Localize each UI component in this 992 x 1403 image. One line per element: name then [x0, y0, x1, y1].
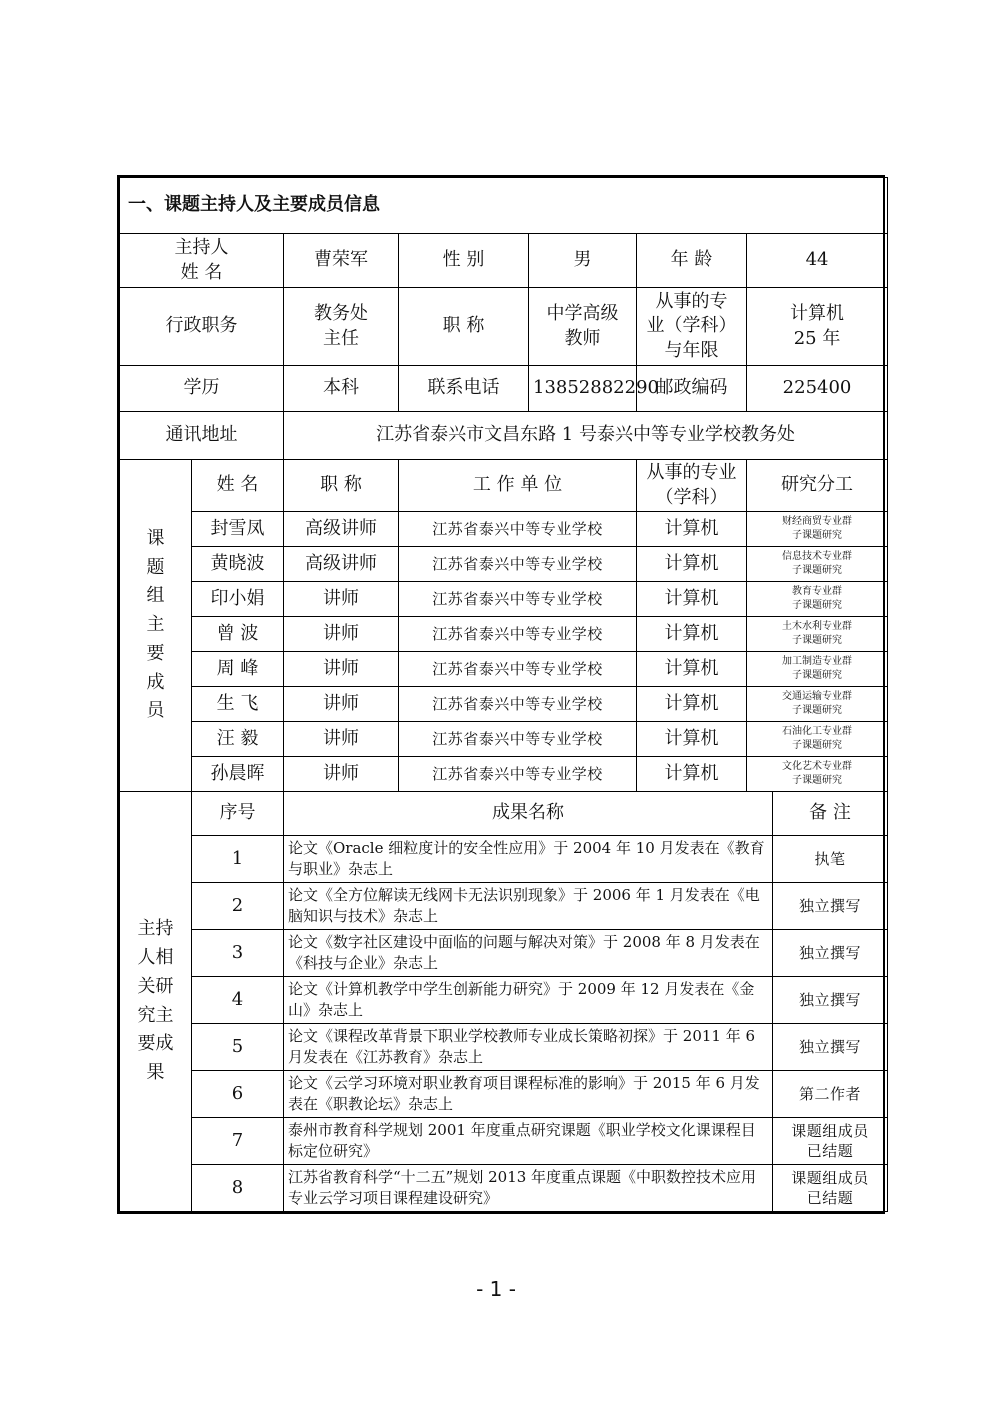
achievement-row	[120, 1024, 888, 1071]
member-row	[120, 617, 888, 652]
member-name: 曾 波	[192, 617, 284, 652]
host-title: 中学高级 教师	[529, 288, 637, 366]
achievements-group-label: 主持 人相 关研 究主 要成 果	[120, 792, 192, 1212]
member-row	[120, 547, 888, 582]
members-header-task: 研究分工	[747, 460, 888, 512]
page-number: - 1 -	[476, 1277, 516, 1301]
achievement-no: 1	[192, 836, 284, 883]
member-major: 计算机	[637, 617, 747, 652]
achievement-no: 2	[192, 883, 284, 930]
host-gender-label: 性 别	[399, 234, 529, 288]
member-unit: 江苏省泰兴中等专业学校	[399, 582, 637, 617]
member-row	[120, 722, 888, 757]
member-major: 计算机	[637, 512, 747, 547]
member-unit: 江苏省泰兴中等专业学校	[399, 722, 637, 757]
achievement-row	[120, 1165, 888, 1212]
member-title: 高级讲师	[284, 512, 399, 547]
host-age-label: 年 龄	[637, 234, 747, 288]
host-address: 江苏省泰兴市文昌东路 1 号泰兴中等专业学校教务处	[284, 412, 888, 460]
member-row	[120, 687, 888, 722]
member-name: 周 峰	[192, 652, 284, 687]
members-header-major: 从事的专业 （学科）	[637, 460, 747, 512]
member-name: 孙晨晖	[192, 757, 284, 792]
achievement-name: 论文《计算机教学中学生创新能力研究》于 2009 年 12 月发表在《金山》杂志上	[284, 977, 773, 1024]
achievement-no: 3	[192, 930, 284, 977]
achievement-name: 论文《Oracle 细粒度计的安全性应用》于 2004 年 10 月发表在《教育与职业》杂志上	[284, 836, 773, 883]
member-title: 讲师	[284, 582, 399, 617]
achievement-note: 独立撰写	[773, 1024, 888, 1071]
achievement-note: 独立撰写	[773, 977, 888, 1024]
achievement-no: 8	[192, 1165, 284, 1212]
member-row	[120, 757, 888, 792]
host-name: 曹荣军	[284, 234, 399, 288]
member-task: 财经商贸专业群 子课题研究	[747, 512, 888, 547]
member-title: 讲师	[284, 617, 399, 652]
achievements-header-note: 备 注	[773, 792, 888, 836]
achievement-row	[120, 930, 888, 977]
member-name: 印小娟	[192, 582, 284, 617]
achievement-name: 泰州市教育科学规划 2001 年度重点研究课题《职业学校文化课课程目标定位研究》	[284, 1118, 773, 1165]
member-unit: 江苏省泰兴中等专业学校	[399, 617, 637, 652]
host-name-label: 主持人 姓 名	[120, 234, 284, 288]
member-unit: 江苏省泰兴中等专业学校	[399, 687, 637, 722]
achievement-row	[120, 883, 888, 930]
member-unit: 江苏省泰兴中等专业学校	[399, 547, 637, 582]
achievement-row	[120, 836, 888, 883]
member-major: 计算机	[637, 547, 747, 582]
host-major: 计算机 25 年	[747, 288, 888, 366]
members-header-name: 姓 名	[192, 460, 284, 512]
achievement-note: 独立撰写	[773, 930, 888, 977]
achievement-note: 课题组成员 已结题	[773, 1118, 888, 1165]
member-task: 信息技术专业群 子课题研究	[747, 547, 888, 582]
member-major: 计算机	[637, 687, 747, 722]
member-row	[120, 512, 888, 547]
member-row	[120, 582, 888, 617]
member-task: 土木水利专业群 子课题研究	[747, 617, 888, 652]
host-gender: 男	[529, 234, 637, 288]
member-name: 汪 毅	[192, 722, 284, 757]
member-major: 计算机	[637, 652, 747, 687]
member-title: 讲师	[284, 757, 399, 792]
host-major-label: 从事的专 业（学科） 与年限	[637, 288, 747, 366]
members-header-unit: 工 作 单 位	[399, 460, 637, 512]
achievement-name: 论文《数字社区建设中面临的问题与解决对策》于 2008 年 8 月发表在《科技与企业》杂志上	[284, 930, 773, 977]
host-edu-label: 学历	[120, 366, 284, 412]
achievement-row	[120, 977, 888, 1024]
member-name: 黄晓波	[192, 547, 284, 582]
members-group-label: 课 题 组 主 要 成 员	[120, 460, 192, 792]
achievement-name: 江苏省教育科学“十二五”规划 2013 年度重点课题《中职数控技术应用专业云学习项目课程建设研究》	[284, 1165, 773, 1212]
member-major: 计算机	[637, 757, 747, 792]
member-title: 高级讲师	[284, 547, 399, 582]
member-task: 文化艺术专业群 子课题研究	[747, 757, 888, 792]
member-title: 讲师	[284, 722, 399, 757]
host-zip-label: 邮政编码	[637, 366, 747, 412]
member-unit: 江苏省泰兴中等专业学校	[399, 512, 637, 547]
info-form	[117, 175, 885, 1214]
member-name: 生 飞	[192, 687, 284, 722]
member-title: 讲师	[284, 652, 399, 687]
member-name: 封雪凤	[192, 512, 284, 547]
member-unit: 江苏省泰兴中等专业学校	[399, 757, 637, 792]
member-task: 石油化工专业群 子课题研究	[747, 722, 888, 757]
member-major: 计算机	[637, 582, 747, 617]
achievement-row	[120, 1071, 888, 1118]
host-edu: 本科	[284, 366, 399, 412]
host-phone-label: 联系电话	[399, 366, 529, 412]
member-row	[120, 652, 888, 687]
member-task: 加工制造专业群 子课题研究	[747, 652, 888, 687]
member-unit: 江苏省泰兴中等专业学校	[399, 652, 637, 687]
member-major: 计算机	[637, 722, 747, 757]
host-address-label: 通讯地址	[120, 412, 284, 460]
achievement-note: 第二作者	[773, 1071, 888, 1118]
host-phone: 13852882290	[529, 366, 637, 412]
achievements-header-no: 序号	[192, 792, 284, 836]
section-title: 一、课题主持人及主要成员信息	[120, 178, 888, 234]
achievement-note: 执笔	[773, 836, 888, 883]
member-title: 讲师	[284, 687, 399, 722]
info-table	[119, 177, 888, 1212]
achievements-header-name: 成果名称	[284, 792, 773, 836]
achievement-note: 独立撰写	[773, 883, 888, 930]
host-position: 教务处 主任	[284, 288, 399, 366]
achievement-name: 论文《课程改革背景下职业学校教师专业成长策略初探》于 2011 年 6 月发表在《江苏教育》杂志上	[284, 1024, 773, 1071]
achievement-note: 课题组成员 已结题	[773, 1165, 888, 1212]
members-header-title: 职 称	[284, 460, 399, 512]
achievement-name: 论文《全方位解读无线网卡无法识别现象》于 2006 年 1 月发表在《电脑知识与技术》杂志上	[284, 883, 773, 930]
host-title-label: 职 称	[399, 288, 529, 366]
achievement-no: 5	[192, 1024, 284, 1071]
host-zip: 225400	[747, 366, 888, 412]
achievement-no: 7	[192, 1118, 284, 1165]
achievement-name: 论文《云学习环境对职业教育项目课程标准的影响》于 2015 年 6 月发表在《职教论坛》杂志上	[284, 1071, 773, 1118]
host-position-label: 行政职务	[120, 288, 284, 366]
achievement-row	[120, 1118, 888, 1165]
member-task: 教育专业群 子课题研究	[747, 582, 888, 617]
host-age: 44	[747, 234, 888, 288]
achievement-no: 6	[192, 1071, 284, 1118]
member-task: 交通运输专业群 子课题研究	[747, 687, 888, 722]
achievement-no: 4	[192, 977, 284, 1024]
